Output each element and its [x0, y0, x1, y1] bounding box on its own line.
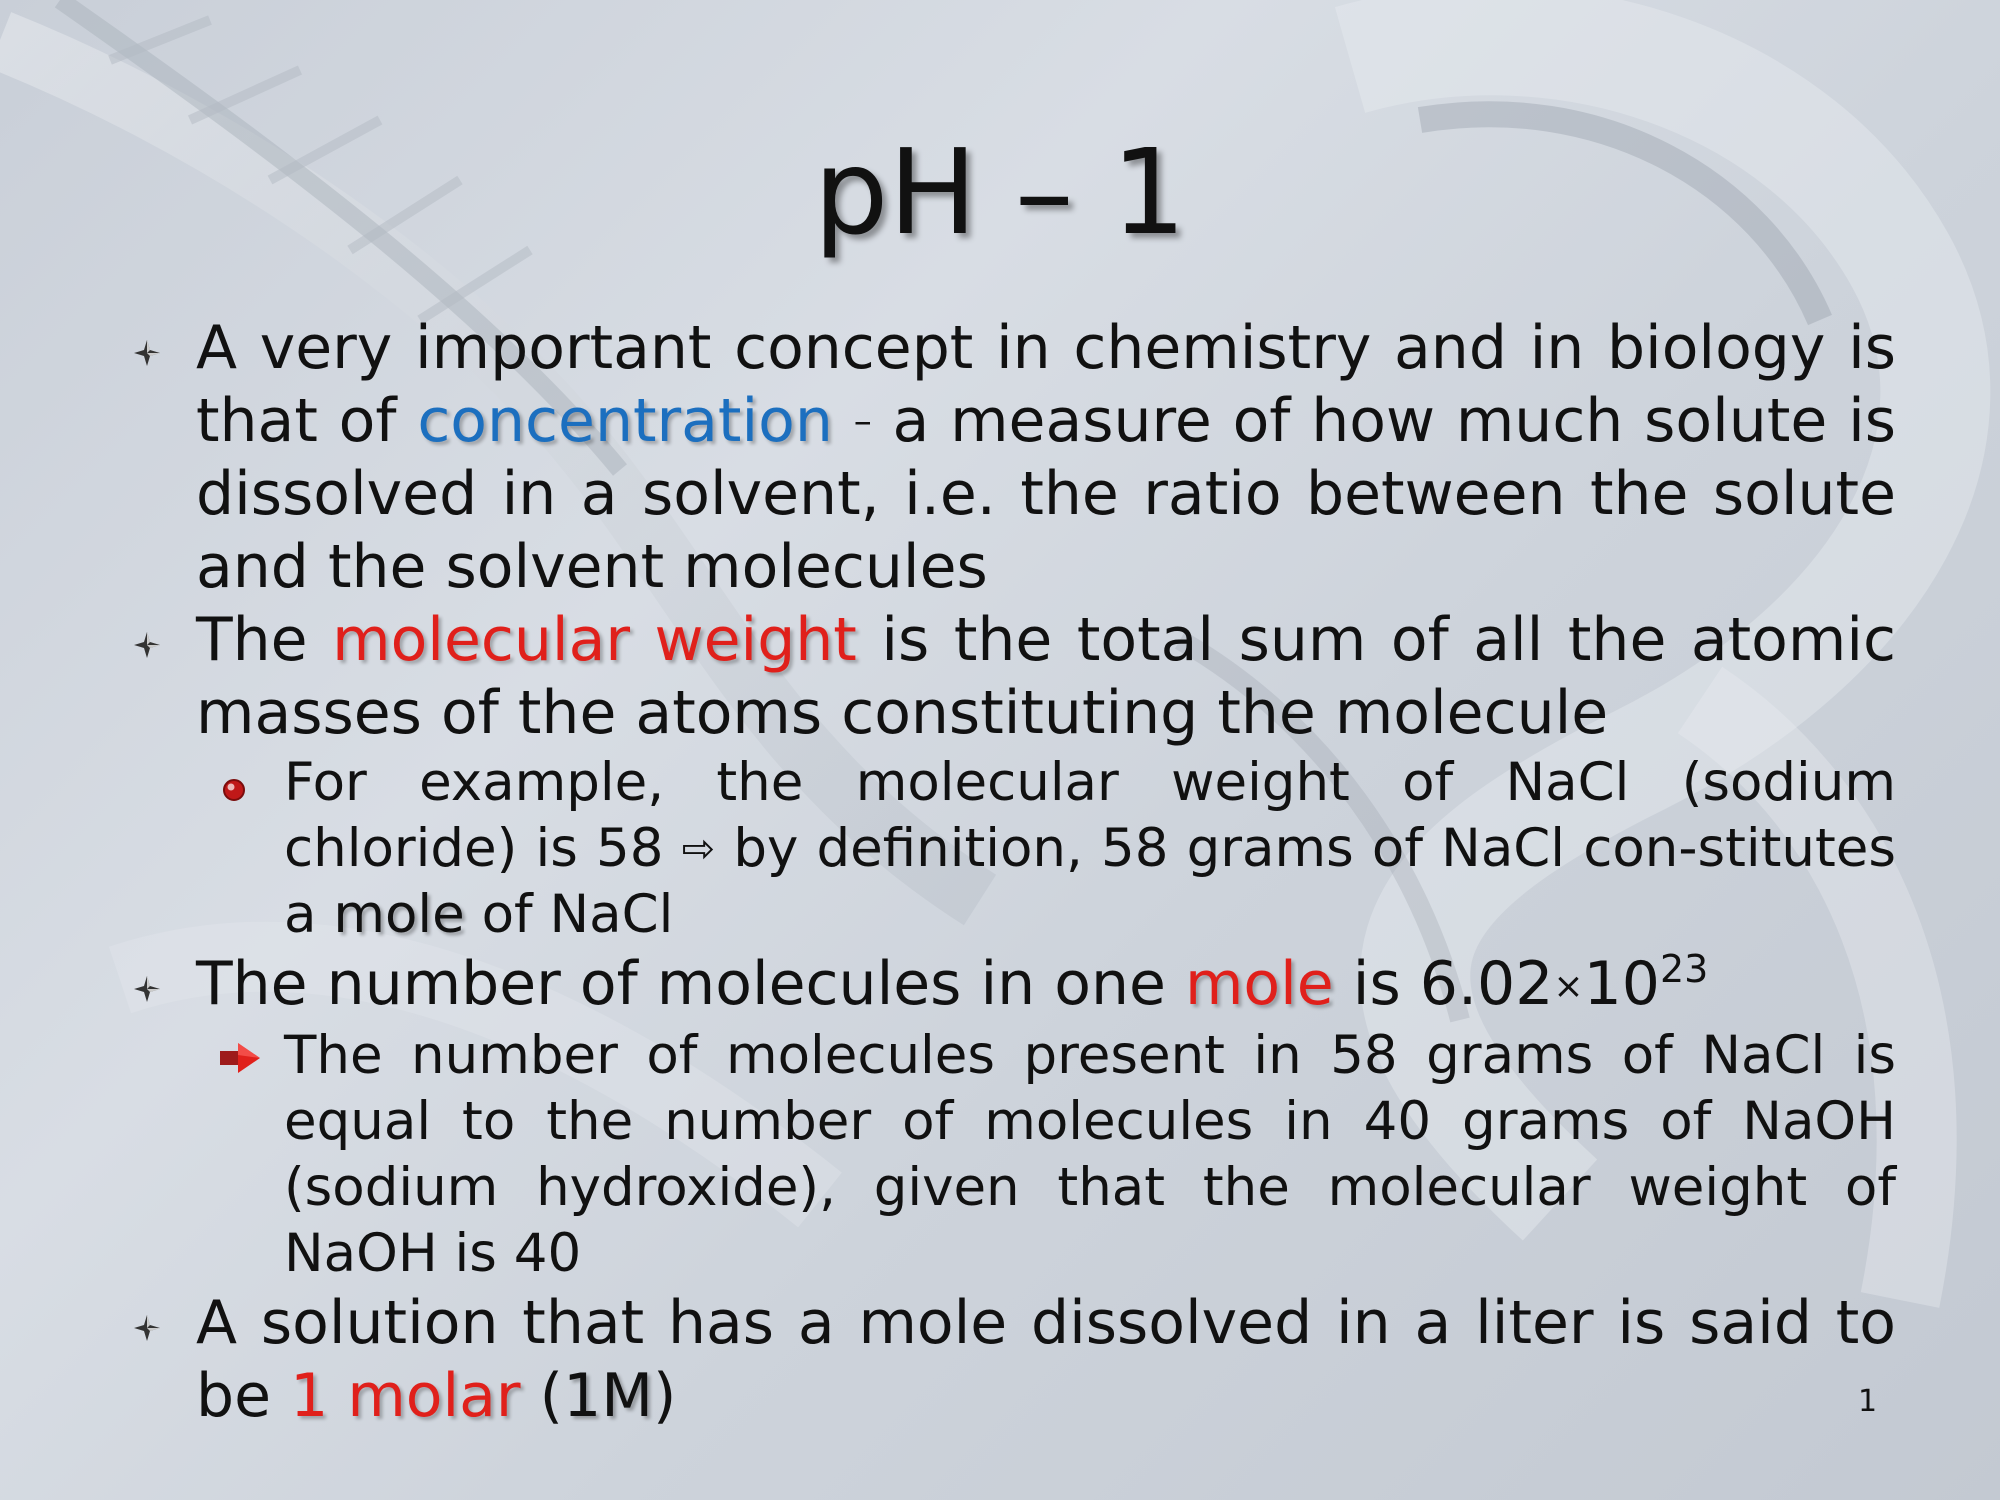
- bullet-concentration: [132, 312, 1896, 604]
- four-point-star-bullet-icon: [134, 340, 160, 366]
- exponent: 23: [1659, 947, 1709, 991]
- bullet-text: by definition, 58 grams of NaCl con-stitutes a: [284, 818, 1896, 945]
- bullet-text: ): [653, 1361, 677, 1431]
- sub-bullet-naoh-comparison: [132, 1023, 1896, 1287]
- four-point-star-bullet-icon: [134, 632, 160, 658]
- term-1-molar: 1 molar: [290, 1361, 521, 1431]
- red-arrow-bullet-icon: [218, 1041, 262, 1075]
- bullet-text: The number of molecules in one: [196, 949, 1185, 1019]
- slide-body: [132, 312, 1896, 1433]
- bullet-text: For example, the molecular weight of NaCl (sodium chloride) is 58: [284, 752, 1896, 879]
- en-dash: –: [853, 401, 872, 442]
- four-point-star-bullet-icon: [134, 1315, 160, 1341]
- slide-title: pH – 1: [813, 123, 1187, 261]
- bullet-molecular-weight: [132, 604, 1896, 750]
- right-arrow-icon: ⇨: [681, 826, 716, 872]
- red-dot-bullet-icon: [222, 778, 246, 802]
- bullet-text: A very important concept in chemistry and in biology is that of: [196, 313, 1896, 456]
- bullet-text: of NaCl: [464, 884, 674, 945]
- term-mole: mole: [1184, 949, 1334, 1019]
- four-point-star-bullet-icon: [134, 976, 160, 1002]
- term-molecular-weight: molecular weight: [332, 605, 857, 675]
- bullet-molarity: [132, 1287, 1896, 1433]
- bullet-avogadro: [132, 948, 1896, 1023]
- exponent-base: 10: [1583, 949, 1660, 1019]
- sub-bullet-nacl-example: [132, 750, 1896, 948]
- term-1m: 1M: [563, 1361, 654, 1431]
- bullet-text: A solution that has a mole dissolved in a liter is said to be: [196, 1288, 1896, 1431]
- times-sign: ×: [1553, 966, 1584, 1007]
- bullet-text: (: [520, 1361, 564, 1431]
- bullet-text: a measure of how much solute is dissolved in a solvent, i.e. the ratio between the solute and the solvent molecules: [196, 386, 1897, 602]
- page-number: 1: [1858, 1384, 1878, 1419]
- term-mole: mole: [333, 884, 465, 945]
- term-concentration: concentration: [417, 386, 833, 456]
- bullet-text: The number of molecules present in 58 grams of NaCl is equal to the number of molecules in 40 grams of NaOH (sodium hydroxide), given that the molecular weight of NaOH is 40: [284, 1025, 1896, 1284]
- bullet-text: is 6.02: [1333, 949, 1554, 1019]
- bullet-text: is the total sum of all the atomic masses of the atoms constituting the molecule: [196, 605, 1897, 748]
- bullet-text: The: [196, 605, 333, 675]
